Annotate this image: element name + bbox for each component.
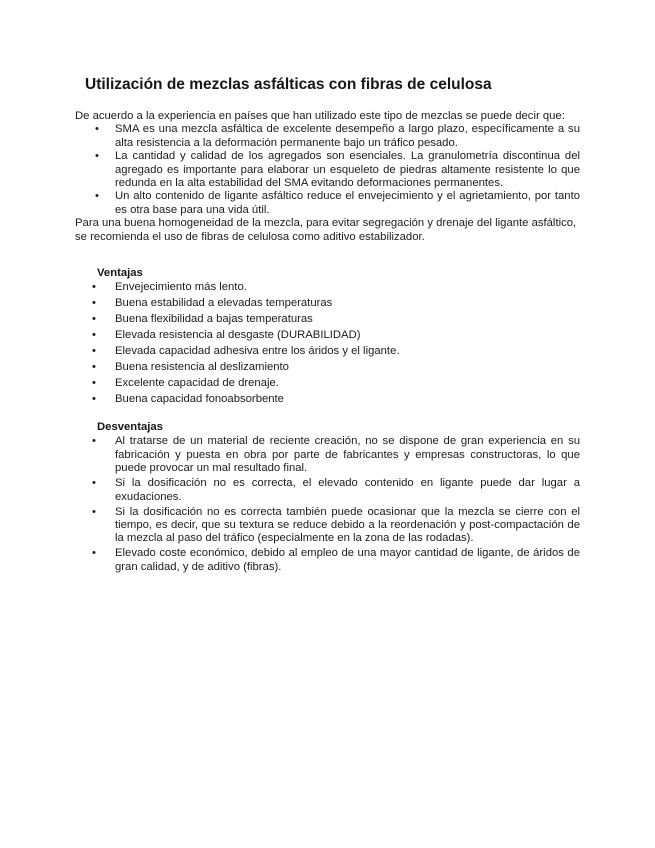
page-title: Utilización de mezclas asfálticas con fibras de celulosa <box>85 76 492 93</box>
recommendation-paragraph: Para una buena homogeneidad de la mezcla, para evitar segregación y drenaje del ligante asfáltico, se recomienda el uso de fibras de celulosa como aditivo estabilizador. <box>75 217 577 243</box>
list-item: • La cantidad y calidad de los agregados son esenciales. La granulometría discontinua del agregado es importante para elaborar un esqueleto de piedras altamente resistente lo que redunda en la alta estabilidad del SMA evitando deformaciones permanentes. <box>75 150 580 190</box>
list-item: • Si la dosificación no es correcta también puede ocasionar que la mezcla se cierre con el tiempo, es decir, que su textura se reduce debido a la reordenación y post-compactación de la mezcla al paso del tráfico (especialmente en la zona de las rodadas). <box>75 506 580 546</box>
list-item: • Un alto contenido de ligante asfáltico reduce el envejecimiento y el agrietamiento, por tanto es otra base para una vida útil. <box>75 190 580 217</box>
list-item: • Si la dosificación no es correcta, el elevado contenido en ligante puede dar lugar a exudaciones. <box>75 477 580 504</box>
disadvantages-list <box>75 435 580 574</box>
list-item: • Excelente capacidad de drenaje. <box>75 377 580 390</box>
intro-paragraph: De acuerdo a la experiencia en países que han utilizado este tipo de mezclas se puede decir que: <box>75 110 565 122</box>
list-item: • Buena estabilidad a elevadas temperaturas <box>75 297 580 310</box>
list-item: • SMA es una mezcla asfáltica de excelente desempeño a largo plazo, específicamente a su alta resistencia a la deformación permanente bajo un tráfico pesado. <box>75 123 580 150</box>
advantages-heading: Ventajas <box>97 267 143 280</box>
list-item: • Envejecimiento más lento. <box>75 281 580 294</box>
list-item: • Buena resistencia al deslizamiento <box>75 361 580 374</box>
intro-bullet-list <box>75 123 580 217</box>
list-item: • Buena capacidad fonoabsorbente <box>75 393 580 406</box>
list-item: • Buena flexibilidad a bajas temperaturas <box>75 313 580 326</box>
list-item: • Elevado coste económico, debido al empleo de una mayor cantidad de ligante, de áridos de gran calidad, y de aditivo (fibras). <box>75 547 580 574</box>
list-item: • Al tratarse de un material de reciente creación, no se dispone de gran experiencia en su fabricación y puesta en obra por parte de fabricantes y empresas constructoras, lo que puede provocar un mal resultado final. <box>75 435 580 475</box>
disadvantages-heading: Desventajas <box>97 420 163 433</box>
advantages-list <box>75 281 580 406</box>
list-item: • Elevada capacidad adhesiva entre los áridos y el ligante. <box>75 345 580 358</box>
list-item: • Elevada resistencia al desgaste (DURABILIDAD) <box>75 329 580 342</box>
